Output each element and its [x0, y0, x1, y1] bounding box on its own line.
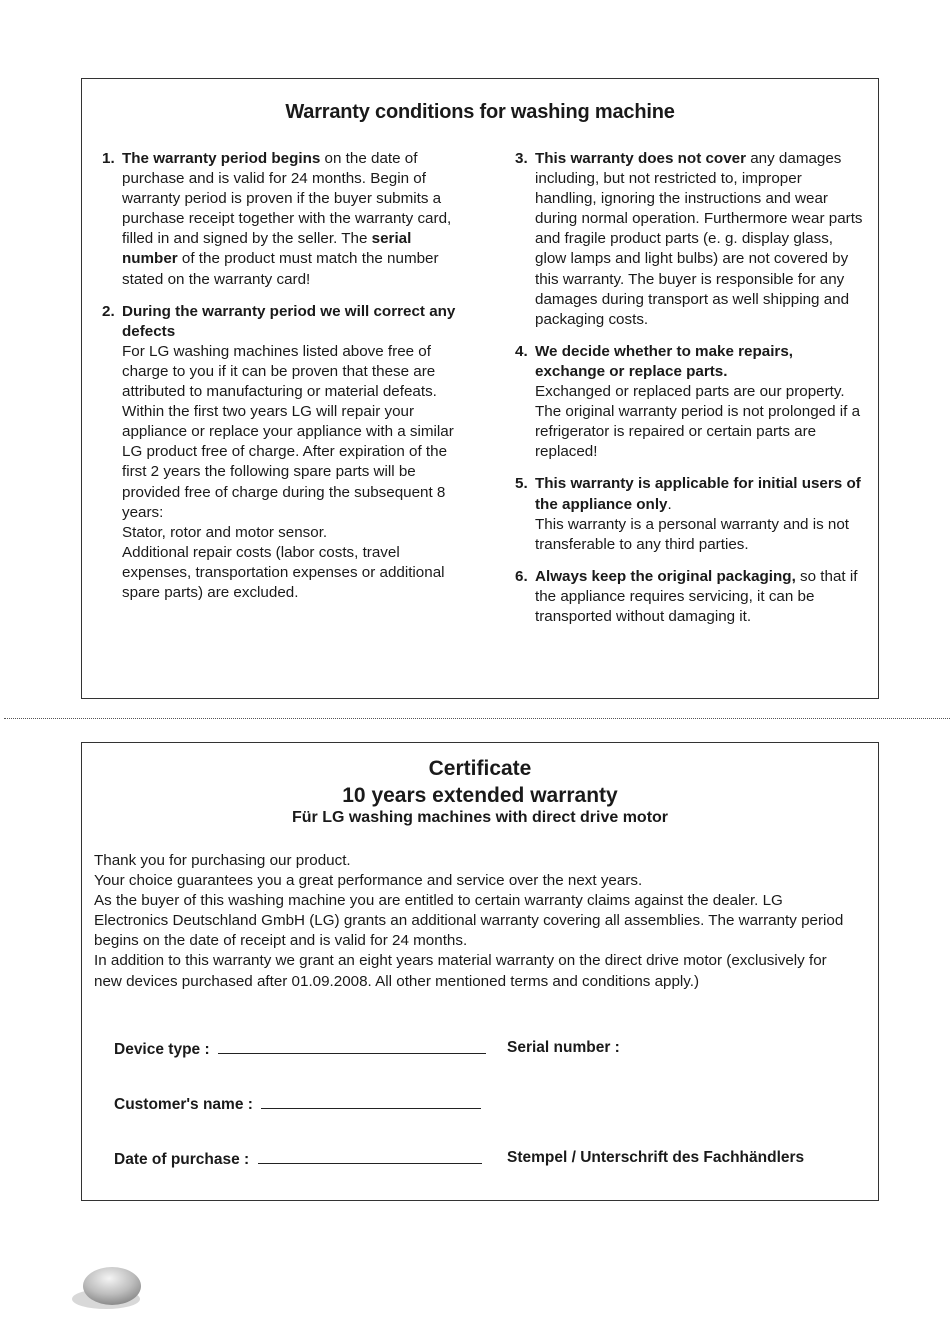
certificate-title-line2: 10 years extended warranty	[342, 784, 618, 807]
certificate-paragraph: As the buyer of this washing machine you are entitled to certain warranty claims against the dealer. LG Electronics Deutschland GmbH (LG) grants an additional warranty covering all assemblies. The warranty period begins on the date of receipt and is valid for 24 months.	[94, 892, 844, 950]
page-tab-graphic	[70, 1265, 142, 1310]
item-lead: We decide whether to make repairs, exchange or replace parts.	[535, 342, 794, 380]
item-bold-text: serial number	[122, 230, 412, 268]
certificate-body	[94, 851, 848, 992]
warranty-item-2	[102, 302, 462, 603]
item-text: Stator, rotor and motor sensor.	[122, 523, 328, 541]
certificate-paragraph: Your choice guarantees you a great performance and service over the next years.	[94, 872, 643, 890]
item-text: any damages including, but not restricted to, improper handling, ignoring the instructions and wear during normal operation. Furthermore wear parts and fragile product parts (e. g. display glass, glow lamps and light bulbs) are not covered by this warranty. The buyer is responsible for any damages during transport as well shipping and packaging costs.	[535, 150, 863, 328]
warranty-item-3	[515, 149, 867, 330]
item-number: 4.	[515, 342, 528, 360]
item-lead: During the warranty period we will correct any defects	[122, 302, 456, 340]
item-lead: This warranty does not cover	[535, 150, 746, 167]
device-type-field[interactable]	[218, 1039, 486, 1054]
warranty-conditions-box	[81, 78, 879, 699]
certificate-box	[81, 742, 879, 1201]
certificate-title	[82, 755, 878, 809]
item-text: Exchanged or replaced parts are our property. The original warranty period is not prolonged if a refrigerator is repaired or certain parts are replaced!	[535, 383, 861, 461]
warranty-item-4	[515, 342, 867, 463]
dealer-stamp-row	[507, 1149, 804, 1167]
dealer-stamp-label: Stempel / Unterschrift des Fachhändlers	[507, 1149, 805, 1166]
date-of-purchase-label: Date of purchase :	[114, 1151, 250, 1168]
certificate-subtitle: Für LG washing machines with direct drive motor	[291, 809, 669, 826]
item-text: so that if the appliance requires servicing, it can be transported without damaging it.	[535, 567, 858, 625]
certificate-paragraph: In addition to this warranty we grant an eight years material warranty on the direct drive motor (exclusively for new devices purchased after 01.09.2008. All other mentioned terms and conditions apply.)	[94, 952, 827, 990]
item-lead-tail: .	[667, 495, 672, 513]
item-lead: Always keep the original packaging,	[535, 567, 796, 585]
item-text: on the date of purchase and is valid for 24 months. Begin of warranty period is proven if the buyer submits a purchase receipt together with the warranty card, filled in and signed by the seller. The	[122, 150, 452, 248]
customer-name-label: Customer's name :	[114, 1096, 253, 1113]
warranty-column-left	[102, 149, 462, 615]
device-type-label: Device type :	[114, 1041, 210, 1058]
date-of-purchase-field[interactable]	[258, 1149, 482, 1164]
item-number: 3.	[515, 150, 528, 167]
customer-name-field[interactable]	[261, 1094, 481, 1109]
warranty-title: Warranty conditions for washing machine	[285, 101, 675, 123]
certificate-title-line1: Certificate	[428, 757, 532, 780]
item-lead: The warranty period begins	[122, 150, 321, 167]
date-of-purchase-row	[114, 1149, 482, 1169]
item-text: This warranty is a personal warranty and is not transferable to any third parties.	[535, 515, 850, 553]
warranty-column-right	[515, 149, 867, 639]
serial-number-label: Serial number :	[507, 1039, 620, 1056]
customer-name-row	[114, 1094, 481, 1114]
item-number: 2.	[102, 302, 115, 320]
item-number: 5.	[515, 475, 528, 493]
warranty-item-6	[515, 567, 867, 627]
device-type-row	[114, 1039, 486, 1059]
warranty-item-1	[102, 149, 462, 290]
certificate-paragraph: Thank you for purchasing our product.	[94, 852, 351, 869]
item-text: of the product must match the number stated on the warranty card!	[122, 250, 439, 288]
warranty-item-5	[515, 474, 867, 554]
item-text: Additional repair costs (labor costs, travel expenses, transportation expenses or additional spare parts) are excluded.	[122, 543, 445, 601]
item-lead: This warranty is applicable for initial users of the appliance only	[535, 475, 861, 513]
item-number: 6.	[515, 567, 528, 585]
dotted-cut-line	[4, 718, 950, 719]
item-number: 1.	[102, 150, 115, 167]
serial-number-row	[507, 1039, 620, 1057]
item-text: For LG washing machines listed above free of charge to you if it can be proven that these are attributed to manufacturing or material defeats. Within the first two years LG will repair your appliance or replace your appliance with a similar LG product free of charge. After expiration of the first 2 years the following spare parts will be provided free of charge during the subsequent 8 years:	[122, 342, 454, 521]
